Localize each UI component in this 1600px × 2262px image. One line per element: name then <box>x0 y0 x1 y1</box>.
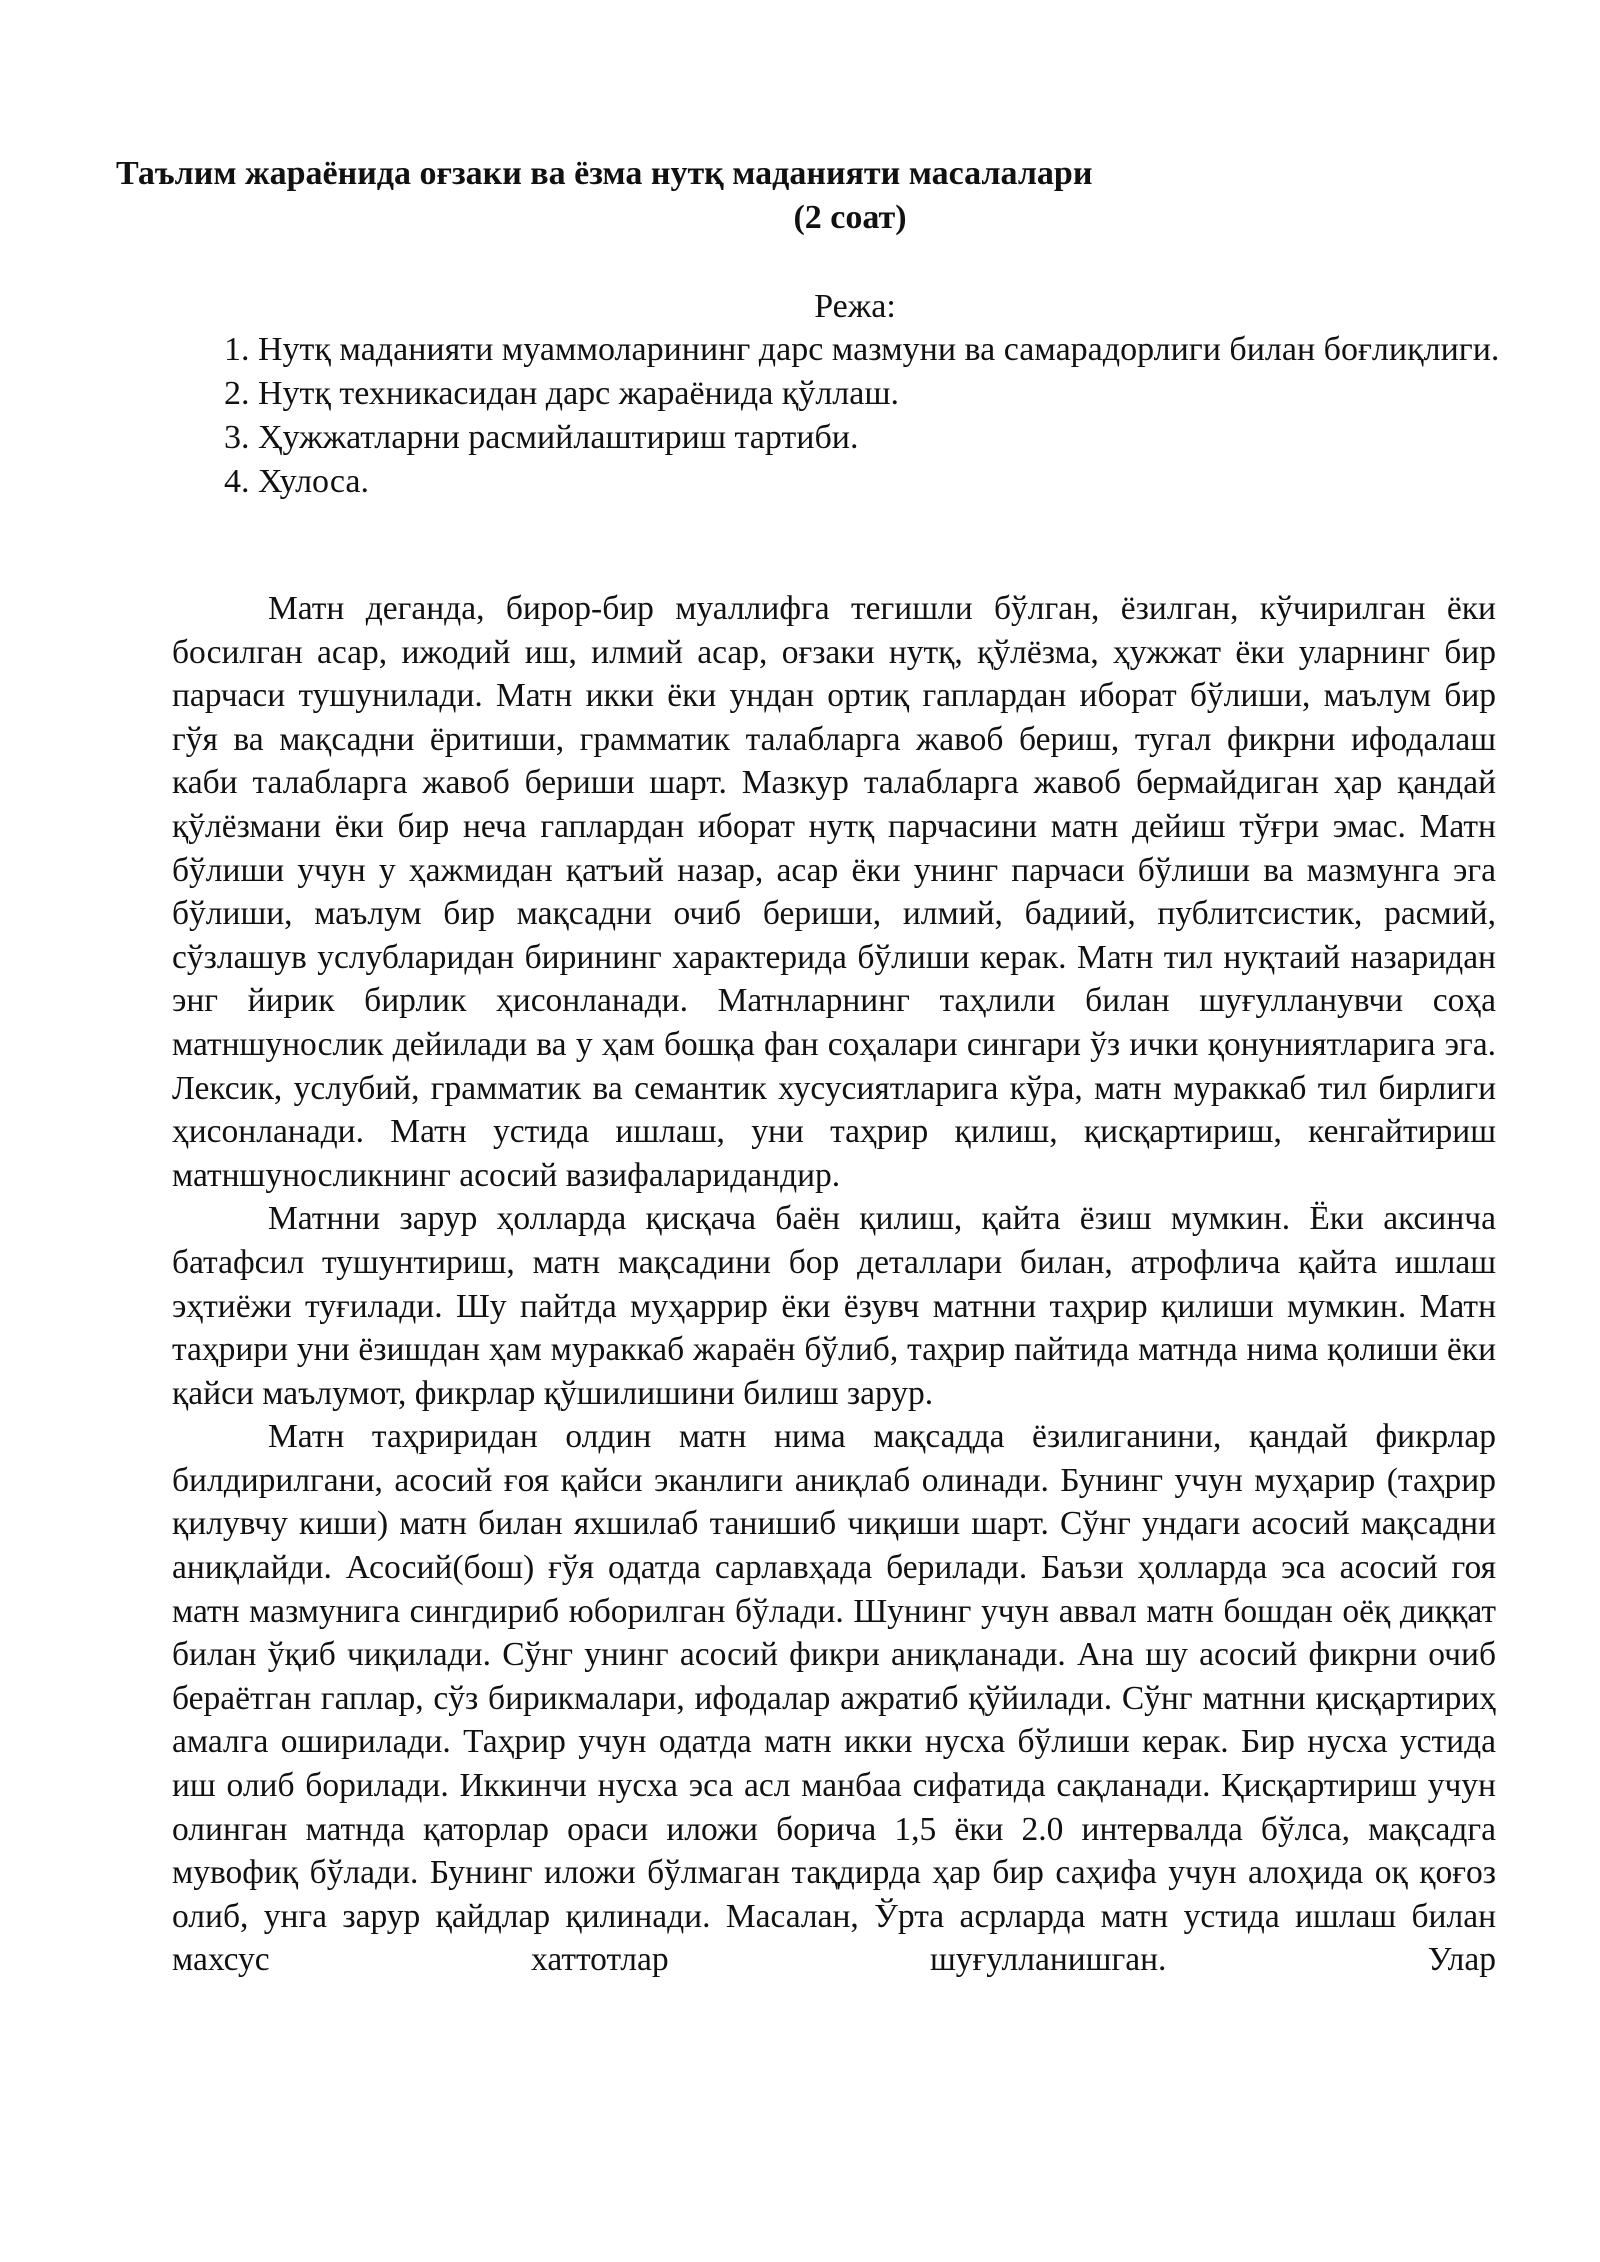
document-title: Таълим жараёнида оғзаки ва ёзма нутқ маданияти масалалари <box>116 155 1093 192</box>
plan-item: 4. Хулоса. <box>258 460 1544 504</box>
plan-heading: Режа: <box>814 288 896 325</box>
document-subtitle: (2 соат) <box>793 199 907 236</box>
body-text <box>172 587 1496 1982</box>
plan-item: 3. Ҳужжатларни расмийлаштириш тартиби. <box>258 416 1544 460</box>
paragraph: Матн таҳриридан олдин матн нима мақсадда ёзилиганини, қандай фикрлар билдирилгани, асосий ғоя қайси эканлиги аниқлаб олинади. Бунинг учун муҳарир (таҳрир қилувчу киши) матн билан яхшилаб танишиб чиқиши шарт. Сўнг ундаги асосий мақсадни аниқлайди. Асосий(бош) ғўя одатда сарлавҳада берилади. Баъзи ҳолларда эса асосий гоя матн мазмунига сингдириб юборилган бўлади. Шунинг учун аввал матн бошдан оёқ диққат билан ўқиб чиқилади. Сўнг унинг асосий фикри аниқланади. Ана шу асосий фикрни очиб бераётган гаплар, сўз бирикмалари, ифодалар ажратиб қўйилади. Сўнг матнни қисқартириҳ амалга оширилади. Таҳрир учун одатда матн икки нусха бўлиши керак. Бир нусха устида иш олиб борилади. Иккинчи нусха эса асл манбаа сифатида сақланади. Қисқартириш учун олинган матнда қаторлар ораси иложи борича 1,5 ёки 2.0 интервалда бўлса, мақсадга мувофиқ бўлади. Бунинг иложи бўлмаган тақдирда ҳар бир саҳифа учун алоҳида оқ қоғоз олиб, унга зарур қайдлар қилинади. Масалан, Ўрта асрларда матн устида ишлаш билан махсус хаттотлар шуғулланишган. Улар <box>172 1418 1496 1979</box>
plan-item: 1. Нутқ маданияти муаммоларининг дарс мазмуни ва самарадорлиги билан боғлиқлиги. <box>258 328 1544 372</box>
plan-item: 2. Нутқ техникасидан дарс жараёнида қўллаш. <box>258 372 1544 416</box>
plan-list <box>210 328 1544 504</box>
paragraph: Матнни зарур ҳолларда қисқача баён қилиш, қайта ёзиш мумкин. Ёки аксинча батафсил тушунтириш, матн мақсадини бор деталлари билан, атрофлича қайта ишлаш эҳтиёжи туғилади. Шу пайтда муҳаррир ёки ёзувч матнни таҳрир қилиши мумкин. Матн таҳрири уни ёзишдан ҳам мураккаб жараён бўлиб, таҳрир пайтида матнда нима қолиши ёки қайси маълумот, фикрлар қўшилишини билиш зарур. <box>172 1200 1496 1412</box>
paragraph: Матн деганда, бирор-бир муаллифга тегишли бўлган, ёзилган, кўчирилган ёки босилган асар, ижодий иш, илмий асар, оғзаки нутқ, қўлёзма, ҳужжат ёки уларнинг бир парчаси тушунилади. Матн икки ёки ундан ортиқ гаплардан иборат бўлиши, маълум бир гўя ва мақсадни ёритиши, грамматик талабларга жавоб бериш, тугал фикрни ифодалаш каби талабларга жавоб бериши шарт. Мазкур талабларга жавоб бермайдиган ҳар қандай қўлёзмани ёки бир неча гаплардан иборат нутқ парчасини матн дейиш тўғри эмас. Матн бўлиши учун у ҳажмидан қатъий назар, асар ёки унинг парчаси бўлиши ва мазмунга эга бўлиши, маълум бир мақсадни очиб бериши, илмий, бадиий, публитсистик, расмий, сўзлашув услубларидан бирининг характерида бўлиши керак. Матн тил нуқтаий назаридан энг йирик бирлик ҳисонланади. Матнларнинг таҳлили билан шуғулланувчи соҳа матншунослик дейилади ва у ҳам бошқа фан соҳалари сингари ўз ички қонуниятларига эга. Лексик, услубий, грамматик ва семантик хусусиятларига кўра, матн мураккаб тил бирлиги ҳисонланади. Матн устида ишлаш, уни таҳрир қилиш, қисқартириш, кенгайтириш матншуносликнинг асосий вазифаларидандир. <box>172 590 1496 1194</box>
